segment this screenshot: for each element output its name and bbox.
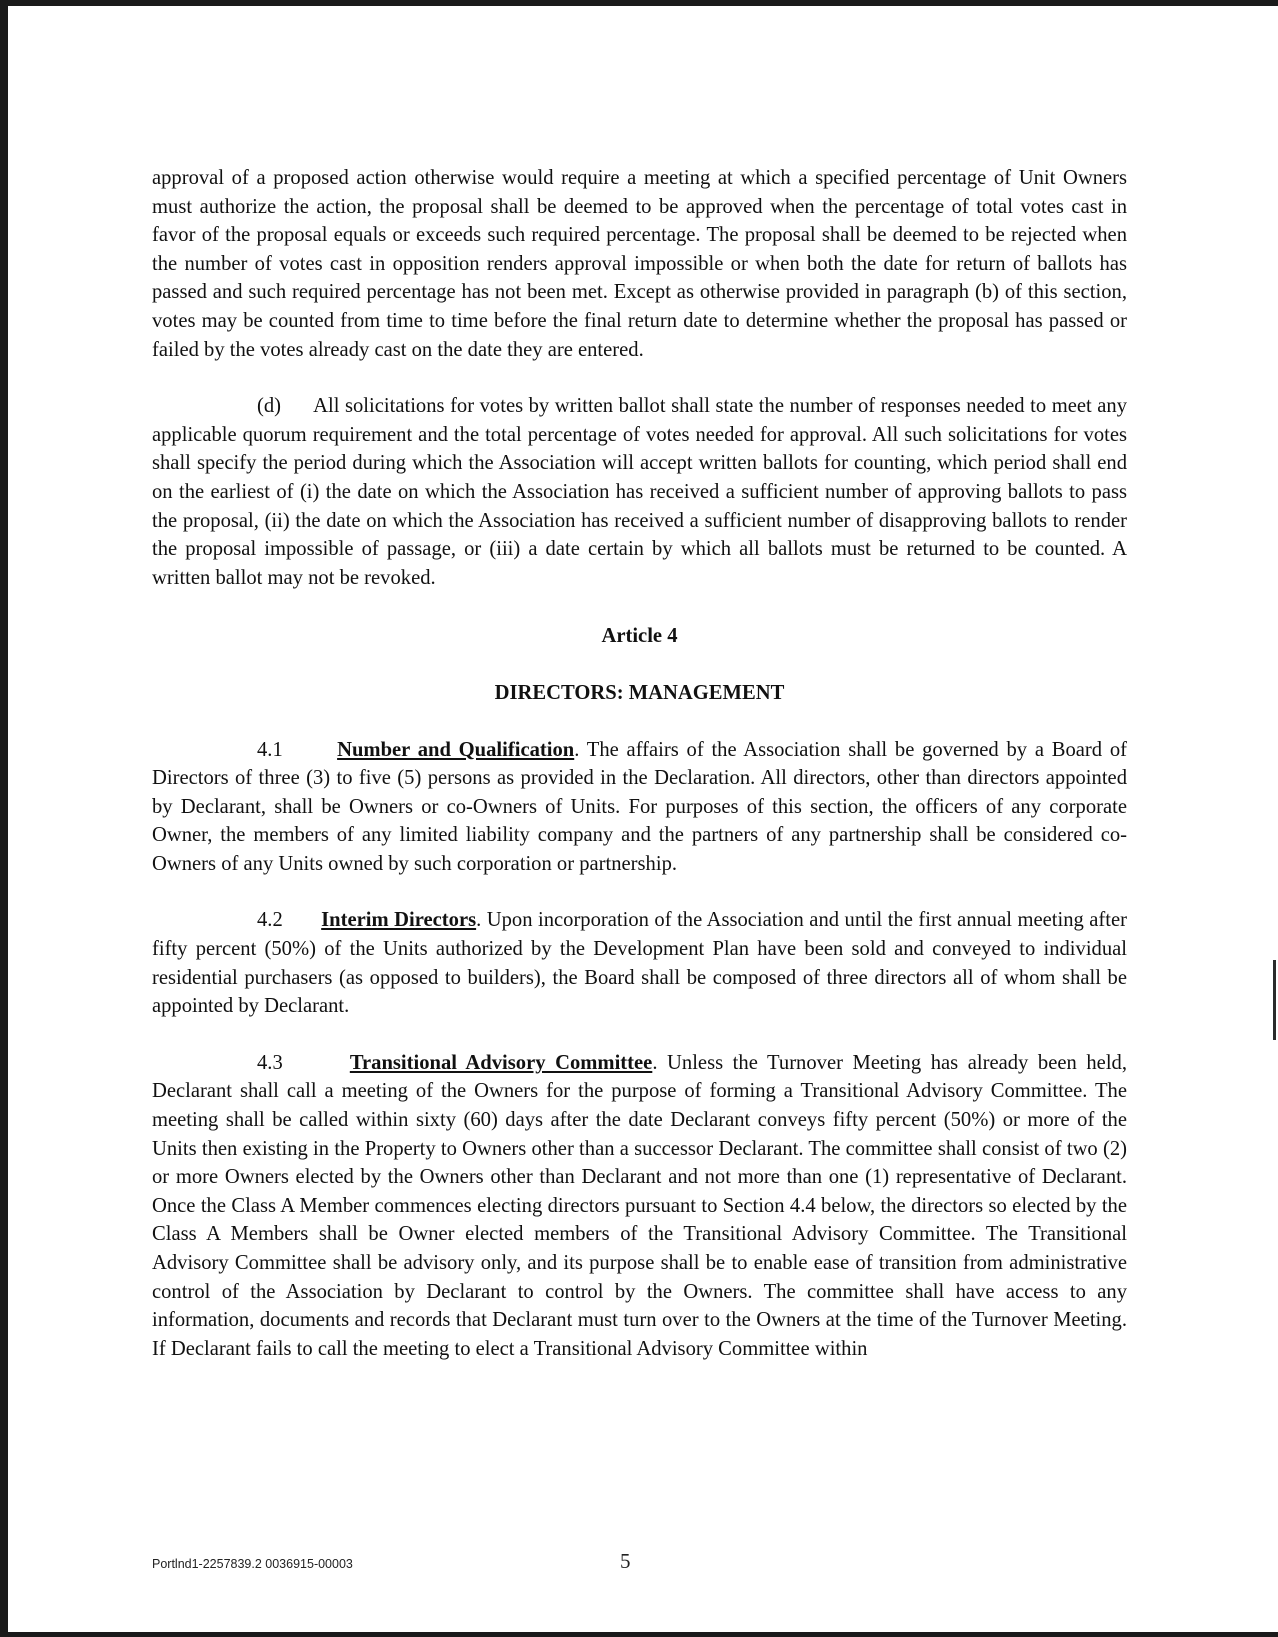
- section-4-3: [152, 1049, 1127, 1364]
- footer-document-id: Portlnd1-2257839.2 0036915-00003: [152, 1557, 353, 1571]
- section-text: . Upon incorporation of the Association and until the first annual meeting after fifty percent (50%) of the Units authorized by the Development Plan have been sold and conveyed to individual residential purchasers (as opposed to builders), the Board shall be composed of three directors all of whom shall be appointed by Declarant.: [152, 909, 1128, 1018]
- section-4-2: [152, 906, 1127, 1020]
- section-number: 4.2: [257, 909, 283, 932]
- section-text: . The affairs of the Association shall be governed by a Board of Directors of three (3) to five (5) persons as provided in the Declaration. All directors, other than directors appointed by Declarant, shall be Owners or co-Owners of Units. For purposes of this section, the officers of any corporate Owner, the members of any limited liability company and the partners of any partnership shall be considered co-Owners of any Units owned by such corporation or partnership.: [152, 738, 1127, 875]
- document-page: [152, 164, 1127, 1363]
- section-number: 4.3: [257, 1051, 283, 1074]
- article-number: Article 4: [601, 625, 678, 648]
- paragraph-d: (d) All solicitations for votes by written ballot shall state the number of responses needed to meet any applicable quorum requirement and the total percentage of votes needed for approval. All such solicitations for votes shall specify the period during which the Association will accept written ballots for counting, which period shall end on the earliest of (i) the date on which the Association has received a sufficient number of approving ballots to pass the proposal, (ii) the date on which the Association has received a sufficient number of disapproving ballots to render the proposal impossible of passage, or (iii) a date certain by which all ballots must be returned to be counted. A written ballot may not be revoked.: [152, 395, 1127, 589]
- scan-bottom-border: [0, 1632, 1278, 1637]
- article-title: DIRECTORS: MANAGEMENT: [494, 681, 785, 704]
- section-number: 4.1: [257, 738, 283, 761]
- section-4-1: [152, 736, 1127, 879]
- section-title: Interim Directors: [321, 909, 477, 932]
- section-title: Transitional Advisory Committee: [349, 1051, 653, 1074]
- scan-left-border: [0, 0, 8, 1637]
- section-title: Number and Qualification: [337, 738, 575, 761]
- scan-right-mark: [1273, 960, 1276, 1040]
- section-text: . Unless the Turnover Meeting has already been held, Declarant shall call a meeting of the Owners for the purpose of forming a Transitional Advisory Committee. The meeting shall be called within sixty (60) days after the date Declarant conveys fifty percent (50%) or more of the Units then existing in the Property to Owners other than a successor Declarant. The committee shall consist of two (2) or more Owners elected by the Owners other than Declarant and not more than one (1) representative of Declarant. Once the Class A Member commences electing directors pursuant to Section 4.4 below, the directors so elected by the Class A Members shall be Owner elected members of the Transitional Advisory Committee. The Transitional Advisory Committee shall be advisory only, and its purpose shall be to enable ease of transition from administrative control of the Association by Declarant to control by the Owners. The committee shall have access to any information, documents and records that Declarant must turn over to the Owners at the time of the Turnover Meeting. If Declarant fails to call the meeting to elect a Transitional Advisory Committee within: [152, 1051, 1127, 1360]
- footer-page-number: 5: [620, 1549, 631, 1573]
- paragraph-c-continuation: approval of a proposed action otherwise would require a meeting at which a specified percentage of Unit Owners must authorize the action, the proposal shall be deemed to be approved when the percentage of total votes cast in favor of the proposal equals or exceeds such required percentage. The proposal shall be deemed to be rejected when the number of votes cast in opposition renders approval impossible or when both the date for return of ballots has passed and such required percentage has not been met. Except as otherwise provided in paragraph (b) of this section, votes may be counted from time to time before the final return date to determine whether the proposal has passed or failed by the votes already cast on the date they are entered.: [152, 167, 1127, 361]
- scan-top-border: [0, 0, 1278, 6]
